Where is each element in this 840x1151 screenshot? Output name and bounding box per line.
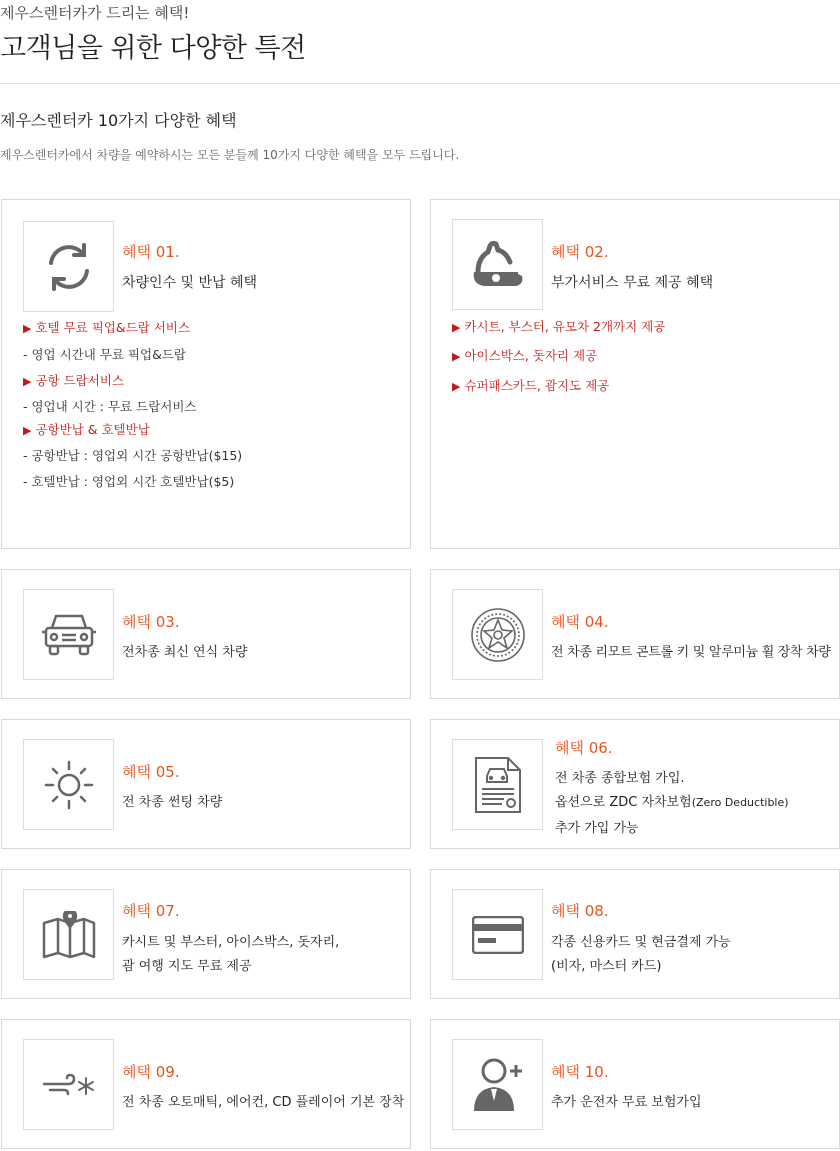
benefit-card-03 [1, 569, 411, 699]
bullet-item: - 영업 시간내 무료 픽업&드랍 [23, 347, 186, 362]
divider [0, 83, 840, 84]
page-subheading: 제우스렌터카가 드리는 혜택! [0, 4, 190, 22]
air-conditioner-icon [23, 1039, 114, 1130]
section-description: 제우스렌터카에서 차량을 예약하시는 모든 분들께 10가지 다양한 혜택을 모두 드립니다. [0, 148, 460, 162]
bullet-item: - 공항반납 : 영업외 시간 공항반납($15) [23, 448, 243, 463]
bullet-item: ▶ 호텔 무료 픽업&드랍 서비스 [23, 320, 190, 335]
benefit-description: 전 차종 오토매틱, 에어컨, CD 플레이어 기본 장착 [122, 1095, 405, 1110]
benefit-card-08 [430, 869, 840, 999]
benefit-card-05 [1, 719, 411, 849]
benefit-card-01 [1, 199, 411, 549]
bullet-item: ▶ 카시트, 부스터, 유모차 2개까지 제공 [452, 319, 666, 334]
benefit-card-02 [430, 199, 840, 549]
benefit-number: 혜택 03. [122, 613, 180, 631]
bullet-item: ▶ 공항 드랍서비스 [23, 373, 124, 388]
baby-seat-icon [452, 219, 543, 310]
benefit-description: 전 차종 종합보험 가입. [555, 771, 685, 786]
car-front-icon [23, 589, 114, 680]
page-title: 고객님을 위한 다양한 특전 [0, 33, 306, 64]
map-icon [23, 889, 114, 980]
benefit-number: 혜택 07. [122, 902, 180, 920]
benefit-description: 전차종 최신 연식 차량 [122, 645, 248, 660]
benefit-description: 각종 신용카드 및 현금결제 가능 [551, 935, 731, 950]
benefit-number: 혜택 01. [122, 243, 180, 261]
benefit-number: 혜택 10. [551, 1063, 609, 1081]
insurance-document-icon [452, 739, 543, 830]
benefit-description: 추가 운전자 무료 보험가입 [551, 1095, 702, 1110]
benefit-description: 전 차종 썬팅 차량 [122, 795, 223, 810]
benefit-description: 추가 가입 가능 [555, 821, 639, 836]
benefit-number: 혜택 08. [551, 902, 609, 920]
refresh-icon [23, 221, 114, 312]
benefit-number: 혜택 06. [555, 739, 613, 757]
benefit-card-06 [430, 719, 840, 849]
benefit-card-04 [430, 569, 840, 699]
bullet-item: - 호텔반납 : 영업외 시간 호텔반납($5) [23, 474, 235, 489]
bullet-item: ▶ 슈퍼패스카드, 괌지도 제공 [452, 378, 610, 393]
section-title: 제우스렌터카 10가지 다양한 혜택 [0, 111, 237, 130]
credit-card-icon [452, 889, 543, 980]
benefit-description: (비자, 마스터 카드) [551, 959, 662, 974]
benefit-description: 전 차종 리모트 콘트롤 키 및 알루미늄 휠 장착 차량 [551, 645, 831, 660]
benefit-description: 카시트 및 부스터, 아이스박스, 돗자리, [122, 935, 340, 950]
bullet-item: ▶ 아이스박스, 돗자리 제공 [452, 348, 598, 363]
benefit-title: 차량인수 및 반납 혜택 [122, 275, 258, 291]
benefit-card-09 [1, 1019, 411, 1149]
benefit-description: 옵션으로 ZDC 자차보험(Zero Deductible) [555, 795, 789, 810]
benefit-number: 혜택 04. [551, 613, 609, 631]
benefit-card-07 [1, 869, 411, 999]
benefit-description: 괌 여행 지도 무료 제공 [122, 959, 252, 974]
benefit-card-10 [430, 1019, 840, 1149]
sun-icon [23, 739, 114, 830]
benefit-number: 혜택 02. [551, 243, 609, 261]
benefit-number: 혜택 05. [122, 763, 180, 781]
alloy-wheel-icon [452, 589, 543, 680]
add-driver-icon [452, 1039, 543, 1130]
benefit-title: 부가서비스 무료 제공 혜택 [551, 275, 714, 291]
benefit-number: 혜택 09. [122, 1063, 180, 1081]
bullet-item: - 영업내 시간 : 무료 드랍서비스 [23, 399, 197, 414]
bullet-item: ▶ 공항반납 & 호텔반납 [23, 422, 150, 437]
